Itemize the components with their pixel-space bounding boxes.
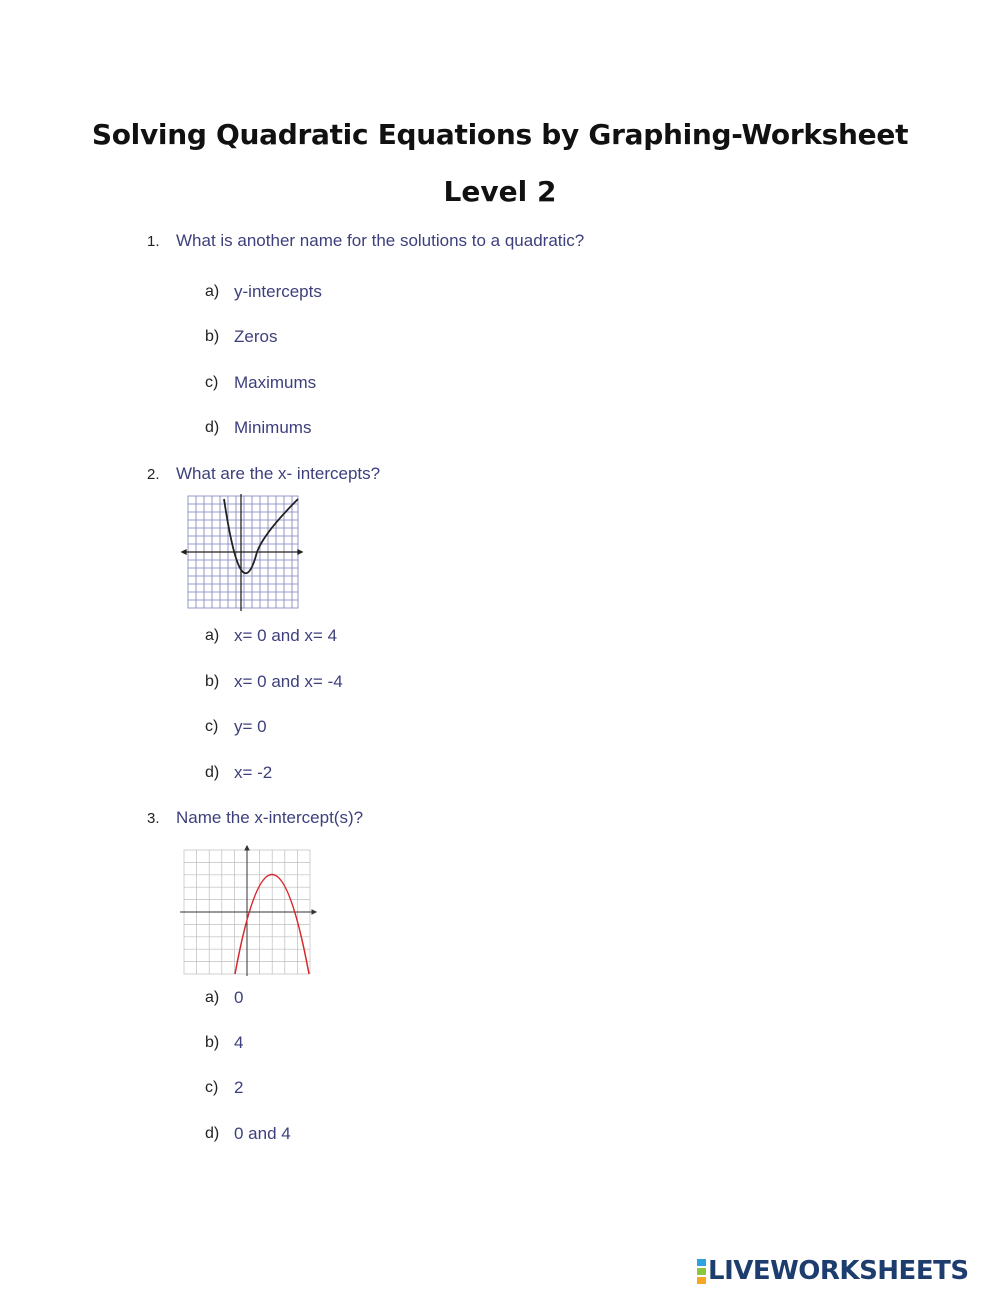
question-1-text: What is another name for the solutions to a quadratic?: [176, 231, 585, 250]
q1-option-b[interactable]: Zeros: [234, 327, 278, 346]
q3-option-a[interactable]: 0: [234, 988, 244, 1007]
question-3-number: 3.: [147, 810, 160, 827]
q2-option-b[interactable]: x= 0 and x= -4: [234, 672, 343, 691]
q2-option-a[interactable]: x= 0 and x= 4: [234, 626, 338, 645]
q1-option-d-letter: d): [205, 419, 220, 436]
q2-option-c-letter: c): [205, 718, 219, 735]
logo-block-i: [697, 1268, 706, 1275]
q3-option-a-letter: a): [205, 989, 220, 1006]
q3-option-c-letter: c): [205, 1079, 219, 1096]
q3-option-d-letter: d): [205, 1125, 220, 1142]
q1-option-a-letter: a): [205, 283, 220, 300]
q2-option-c[interactable]: y= 0: [234, 717, 267, 736]
q1-option-b-letter: b): [205, 328, 220, 345]
question-2-text: What are the x- intercepts?: [176, 464, 381, 483]
q1-option-a[interactable]: y-intercepts: [234, 282, 322, 301]
logo-block-v: [697, 1277, 706, 1284]
q3-option-b-letter: b): [205, 1034, 220, 1051]
q1-option-c-letter: c): [205, 374, 219, 391]
question-2-number: 2.: [147, 466, 160, 483]
q1-option-c[interactable]: Maximums: [234, 373, 317, 392]
worksheet-level: Level 2: [443, 175, 557, 208]
question-1-number: 1.: [147, 233, 160, 250]
question-2-graph: [180, 493, 306, 613]
q2-option-b-letter: b): [205, 673, 220, 690]
q2-option-a-letter: a): [205, 627, 220, 644]
question-3-text: Name the x-intercept(s)?: [176, 808, 364, 827]
q2-option-d[interactable]: x= -2: [234, 763, 273, 782]
q3-option-c[interactable]: 2: [234, 1078, 244, 1097]
q3-option-b[interactable]: 4: [234, 1033, 244, 1052]
q2-option-d-letter: d): [205, 764, 220, 781]
logo-block-l: [697, 1259, 706, 1266]
logo-icon: [697, 1258, 706, 1285]
q3-option-d[interactable]: 0 and 4: [234, 1124, 291, 1143]
worksheet-title: Solving Quadratic Equations by Graphing-Worksheet: [91, 118, 909, 151]
logo-text: LIVEWORKSHEETS: [708, 1256, 969, 1286]
question-3-graph: [178, 845, 320, 977]
q1-option-d[interactable]: Minimums: [234, 418, 312, 437]
graph-axes: [180, 846, 316, 976]
liveworksheets-logo: [697, 1254, 969, 1288]
